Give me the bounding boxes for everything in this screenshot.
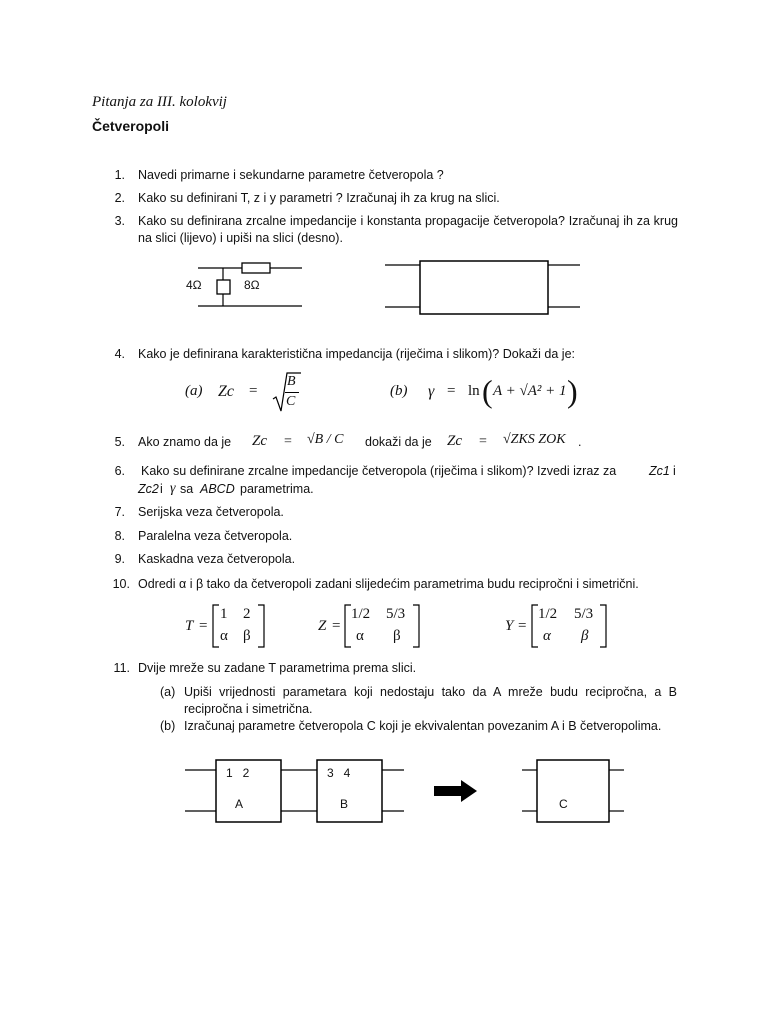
block-c-label: C: [559, 797, 568, 811]
matrix-z: Z = 1/2 5/3 α β: [318, 604, 428, 650]
block-a-label: A: [235, 797, 244, 811]
blank-two-port-diagram: [382, 258, 582, 318]
block-a-params: 1 2: [226, 766, 250, 780]
resistor-4-label: 4Ω: [186, 278, 202, 292]
arrow-right-icon: [434, 780, 477, 802]
section-heading: Četveropoli: [92, 118, 170, 134]
formula-a: (a) Zc = B C: [185, 371, 315, 416]
page-title: Pitanja za III. kolokvij: [92, 94, 227, 110]
block-b-params: 3 4: [327, 766, 351, 780]
block-b-label: B: [340, 797, 349, 811]
matrix-y: Y = 1/2 5/3 α β: [505, 604, 615, 650]
matrix-t: T = 1 2 α β: [185, 604, 285, 650]
formula-b: (b) γ = ln ( A + √A² + 1 ): [390, 373, 578, 409]
resistor-8-label: 8Ω: [244, 278, 260, 292]
